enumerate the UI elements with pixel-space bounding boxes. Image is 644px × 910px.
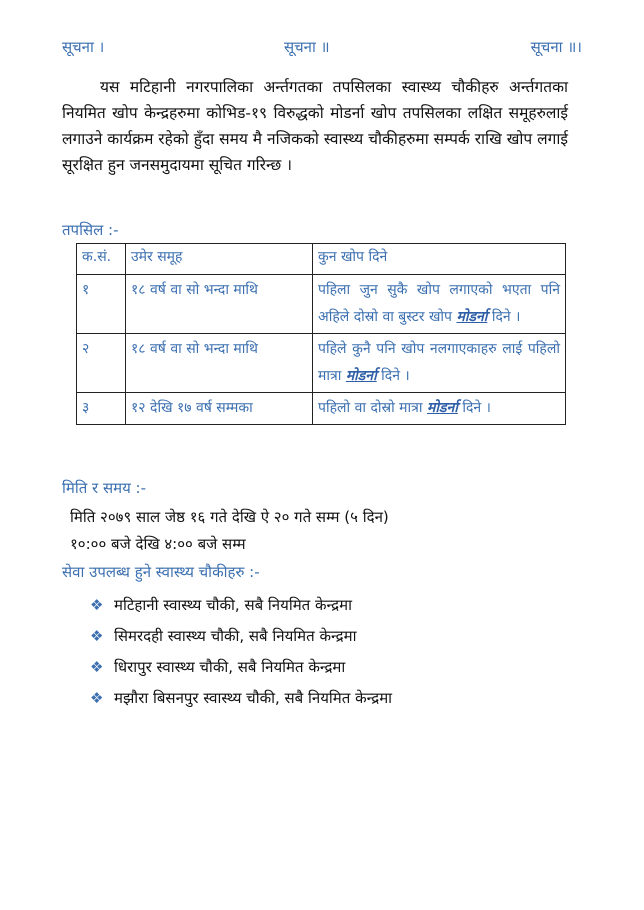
health-post-name: सिमरदही स्वास्थ्य चौकी, सबै नियमित केन्द्रमा [114, 627, 357, 645]
row-vaccine-cell [313, 393, 566, 425]
intro-text: यस मटिहानी नगरपालिका अर्न्तगतका तपसिलका स्वास्थ्य चौकीहरु अर्न्तगतका नियमित खोप केन्द्रहरुमा कोभिड-१९ विरुद्धको मोडर्ना खोप तपसिलका लक्षित समूहरुलाई लगाउने कार्यक्रम रहेको हुँदा समय मै नजिकको स्वास्थ्य चौकीहरुमा सम्पर्क राखि खोप लगाई सूरक्षित हुन जनसमुदायमा सूचित गरिन्छ । [62, 78, 568, 174]
details-heading: तपसिल :- [62, 221, 119, 239]
notice-title-left: सूचना । [62, 38, 105, 56]
vaccine-name: मोडर्ना [345, 368, 377, 384]
row-serial: २ [77, 334, 126, 393]
list-item [90, 683, 392, 714]
row-vaccine-cell [313, 275, 566, 334]
row-vaccine-cell [313, 334, 566, 393]
list-item [90, 621, 392, 652]
time-line: १०:०० बजे देखि ४:०० बजे सम्म [70, 535, 246, 553]
date-line: मिति २०७९ साल जेष्ठ १६ गते देखि ऐ २० गते सम्म (५ दिन) [70, 508, 389, 526]
notice-title-row [62, 37, 582, 63]
diamond-bullet-icon: ❖ [90, 627, 104, 645]
row-age-group: १२ देखि १७ वर्ष सम्मका [126, 393, 313, 425]
intro-paragraph [62, 74, 568, 178]
row-vaccine-text: पहिला जुन सुकै खोप लगाएको भएता पनि अहिले दोस्रो वा बुस्टर खोप [318, 282, 560, 325]
diamond-bullet-icon: ❖ [90, 689, 104, 707]
vaccination-schedule-table [76, 243, 566, 425]
table-header-row [77, 244, 566, 275]
row-serial: १ [77, 275, 126, 334]
diamond-bullet-icon: ❖ [90, 596, 104, 614]
row-vaccine-suffix: दिने । [491, 309, 521, 325]
health-post-name: मटिहानी स्वास्थ्य चौकी, सबै नियमित केन्द्रमा [114, 596, 352, 614]
row-vaccine-suffix: दिने । [381, 368, 410, 384]
row-serial: ३ [77, 393, 126, 425]
table-row [77, 275, 566, 334]
health-posts-heading: सेवा उपलब्ध हुने स्वास्थ्य चौकीहरु :- [62, 563, 260, 581]
row-vaccine-suffix: दिने । [462, 400, 491, 416]
health-post-name: मझौरा बिसनपुर स्वास्थ्य चौकी, सबै नियमित केन्द्रमा [114, 689, 393, 707]
row-age-group: १८ वर्ष वा सो भन्दा माथि [126, 334, 313, 393]
table-row [77, 334, 566, 393]
row-age-group: १८ वर्ष वा सो भन्दा माथि [126, 275, 313, 334]
notice-title-right: सूचना ॥। [530, 38, 582, 56]
header-age-group: उमेर समूह [126, 244, 313, 275]
header-serial: क.सं. [77, 244, 126, 275]
datetime-heading: मिति र समय :- [62, 479, 147, 497]
list-item [90, 652, 392, 683]
health-post-name: धिरापुर स्वास्थ्य चौकी, सबै नियमित केन्द्रमा [114, 658, 346, 676]
diamond-bullet-icon: ❖ [90, 658, 104, 676]
vaccine-name: मोडर्ना [427, 400, 458, 416]
health-posts-list [90, 590, 392, 714]
vaccine-name: मोडर्ना [456, 309, 488, 325]
header-vaccine: कुन खोप दिने [313, 244, 566, 275]
table-row [77, 393, 566, 425]
list-item [90, 590, 392, 621]
row-vaccine-text: पहिलो वा दोस्रो मात्रा [318, 400, 423, 416]
notice-title-center: सूचना ॥ [284, 38, 330, 56]
row-vaccine-text: पहिले कुनै पनि खोप नलगाएकाहरु लाई पहिलो मात्रा [318, 341, 560, 384]
